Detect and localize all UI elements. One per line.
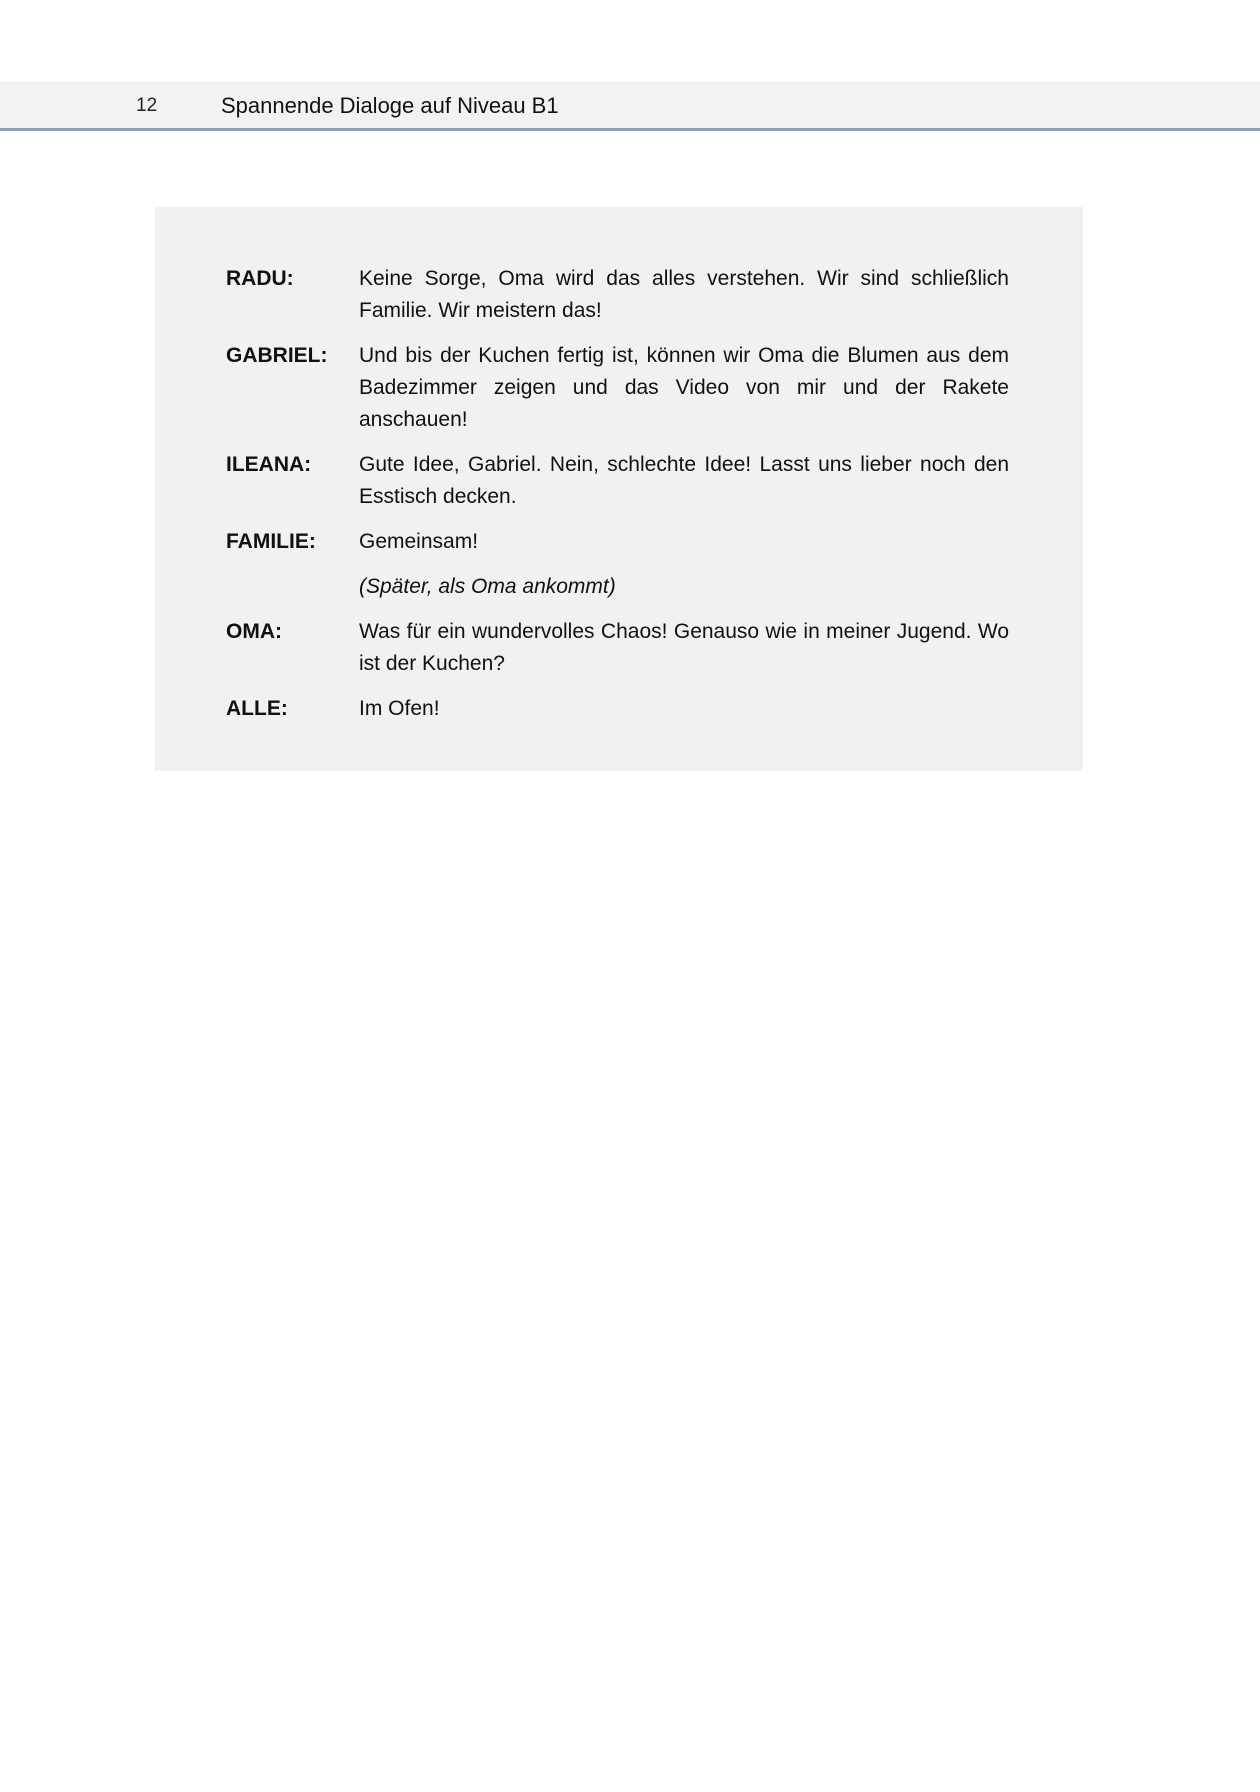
dialogue-line-alle (155, 693, 1083, 725)
page-number: 12 (136, 95, 158, 116)
speech-text: Gemeinsam! (359, 530, 479, 553)
speech-text: Und bis der Kuchen fertig ist, können wir Oma die Blumen aus dem Badezimmer zeigen und das Video von mir und der Rakete anschauen! (359, 344, 1009, 431)
dialogue-line-familie (155, 526, 1083, 558)
dialogue-box (155, 207, 1083, 771)
speech-text: Gute Idee, Gabriel. Nein, schlechte Idee! Lasst uns lieber noch den Esstisch decken. (359, 453, 1009, 508)
speech-text: Keine Sorge, Oma wird das alles verstehen. Wir sind schließlich Familie. Wir meistern das! (359, 267, 1009, 322)
speech-text: Was für ein wundervolles Chaos! Genauso wie in meiner Jugend. Wo ist der Kuchen? (359, 620, 1009, 675)
dialogue-line-oma (155, 616, 1083, 680)
book-title: Spannende Dialoge auf Niveau B1 (221, 93, 559, 118)
speech-text: Im Ofen! (359, 697, 440, 720)
speaker-name: RADU: (226, 267, 294, 290)
page-header (0, 82, 1260, 131)
speaker-name: GABRIEL: (226, 344, 328, 367)
dialogue-line-radu (155, 263, 1083, 327)
speaker-name: OMA: (226, 620, 282, 643)
dialogue-line-ileana (155, 449, 1083, 513)
speaker-name: ILEANA: (226, 453, 312, 476)
dialogue-line-gabriel (155, 340, 1083, 436)
stage-direction-line (155, 571, 1083, 603)
stage-direction-text: (Später, als Oma ankommt) (359, 575, 616, 598)
speaker-name: FAMILIE: (226, 530, 316, 553)
speaker-name: ALLE: (226, 697, 288, 720)
